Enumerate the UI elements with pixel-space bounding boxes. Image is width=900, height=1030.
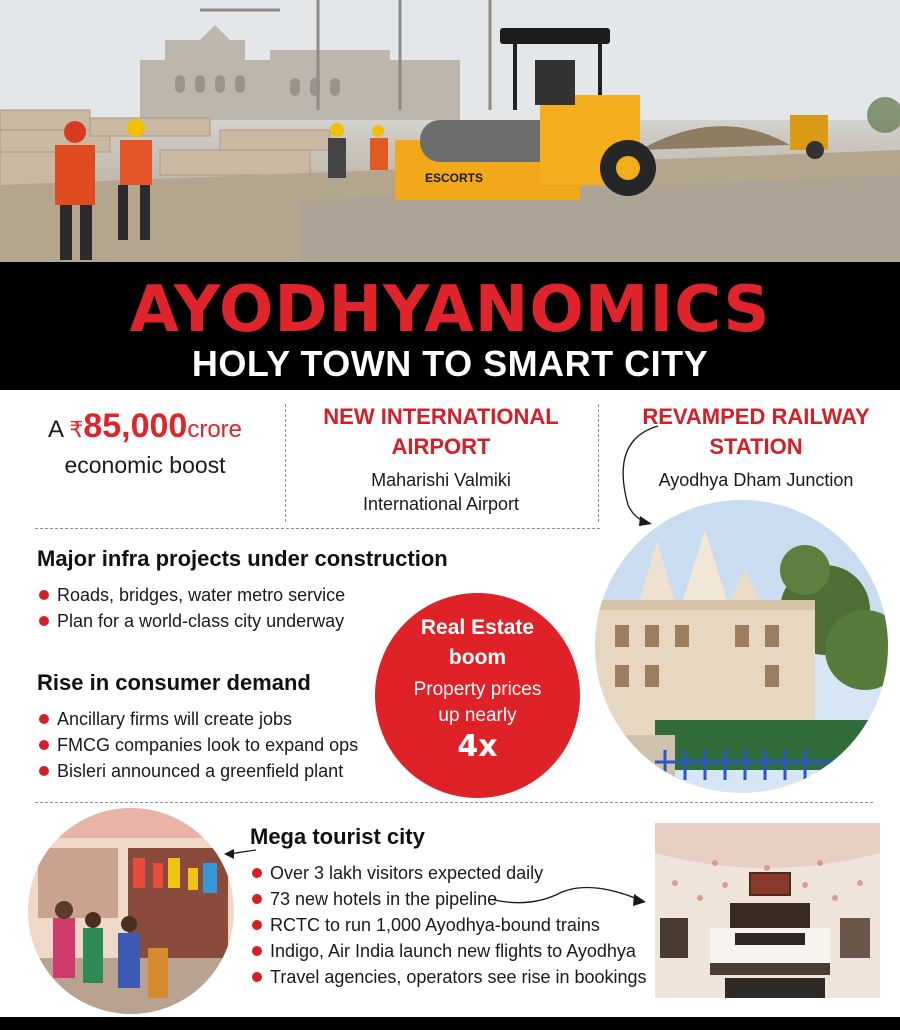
bullet-icon <box>252 946 262 956</box>
divider-vertical-2 <box>598 404 599 522</box>
real-estate-text-line1: Property prices <box>413 679 542 700</box>
airport-heading-line2: AIRPORT <box>391 434 491 459</box>
distant-roller <box>790 115 828 159</box>
list-item-text: Roads, bridges, water metro service <box>57 585 346 605</box>
tourism-title: Mega tourist city <box>250 824 425 849</box>
airport-heading <box>300 402 582 462</box>
list-item-text: Indigo, Air India launch new flights to Ayodhya <box>270 941 636 961</box>
real-estate-circle <box>375 593 580 798</box>
bullet-icon <box>39 766 49 776</box>
bullet-icon <box>252 868 262 878</box>
market-photo <box>28 808 234 1014</box>
boost-amount: 85,000 <box>83 407 188 445</box>
infra-title: Major infra projects under construction <box>37 546 448 571</box>
airport-heading-line1: NEW INTERNATIONAL <box>323 404 559 429</box>
real-estate-heading-line2: boom <box>448 646 507 669</box>
list-item-text: FMCG companies look to expand ops <box>57 735 359 755</box>
consumer-title: Rise in consumer demand <box>37 670 311 695</box>
boost-unit: crore <box>187 416 243 443</box>
boost-prefix: A <box>47 416 63 443</box>
railway-heading-line1: REVAMPED RAILWAY <box>642 404 870 429</box>
railway-heading-line2: STATION <box>709 434 803 459</box>
list-item <box>250 938 647 964</box>
railway-name: Ayodhya Dham Junction <box>658 470 854 490</box>
bullet-icon <box>39 740 49 750</box>
list-item <box>37 608 345 634</box>
list-item <box>37 758 358 784</box>
list-item-text: Over 3 lakh visitors expected daily <box>270 863 544 883</box>
list-item <box>250 964 647 990</box>
bullet-icon <box>252 920 262 930</box>
economic-boost-block <box>30 406 260 480</box>
real-estate-multiplier: 4x <box>457 729 498 764</box>
bullet-icon <box>252 972 262 982</box>
list-item <box>37 582 345 608</box>
airport-name-line1: Maharishi Valmiki <box>371 470 511 490</box>
list-item-text: 73 new hotels in the pipeline <box>270 889 498 909</box>
page-subtitle: HOLY TOWN TO SMART CITY <box>191 343 709 384</box>
rupee-symbol: ₹ <box>69 417 84 442</box>
railway-station-photo <box>595 500 888 793</box>
list-item <box>37 732 358 758</box>
page-title: AYODHYANOMICS <box>129 273 771 347</box>
hero-scene <box>0 0 900 262</box>
divider-horizontal-2 <box>35 802 873 803</box>
real-estate-heading-line1: Real Estate <box>420 616 535 639</box>
hotel-arrow-icon <box>492 878 652 918</box>
bullet-icon <box>252 894 262 904</box>
list-item-text: Travel agencies, operators see rise in bookings <box>270 967 647 987</box>
market-scene <box>28 808 234 1014</box>
roller-brand-label: ESCORTS <box>425 171 484 185</box>
bullet-icon <box>39 590 49 600</box>
railway-arrow-icon <box>600 420 680 530</box>
station-scene <box>595 500 888 793</box>
real-estate-text-line2: up nearly <box>438 705 517 726</box>
boost-caption: economic boost <box>64 452 226 478</box>
list-item <box>37 706 358 732</box>
airport-name <box>300 468 582 516</box>
list-item-text: Bisleri announced a greenfield plant <box>57 761 344 781</box>
hotel-room-scene <box>655 823 880 998</box>
hero-construction-photo <box>0 0 900 262</box>
bullet-icon <box>39 616 49 626</box>
infra-list <box>37 582 345 634</box>
bottom-bar <box>0 1017 900 1030</box>
real-estate-text <box>375 677 580 729</box>
list-item-text: RCTC to run 1,000 Ayodhya-bound trains <box>270 915 600 935</box>
list-item-text: Plan for a world-class city underway <box>57 611 345 631</box>
airport-name-line2: International Airport <box>362 494 520 514</box>
divider-vertical-1 <box>285 404 286 522</box>
real-estate-heading <box>375 613 580 673</box>
list-item-text: Ancillary firms will create jobs <box>57 709 293 729</box>
hotel-room-photo <box>655 823 880 998</box>
consumer-list <box>37 706 358 784</box>
divider-horizontal-1 <box>35 528 600 529</box>
bullet-icon <box>39 714 49 724</box>
